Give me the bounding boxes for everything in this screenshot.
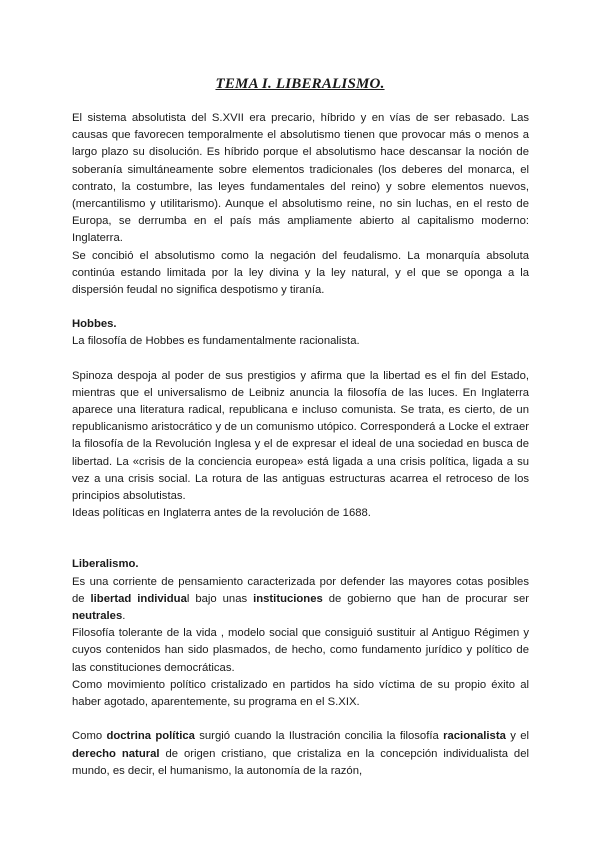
liberalismo-paragraph-1: Es una corriente de pensamiento caracterizada por defender las mayores cotas posibles de libertad individual bajo unas instituciones de gobierno que han de procurar ser neutrales. (72, 575, 529, 623)
liberalismo-paragraph-3: Como movimiento político cristalizado en partidos ha sido víctima de su propio éxito al haber agotado, aparentemente, su programa en el S.XIX. (72, 678, 529, 709)
hobbes-paragraph-1: La filosofía de Hobbes es fundamentalmente racionalista. (72, 335, 360, 348)
liberalismo-heading: Liberalismo. (72, 558, 139, 571)
intro-paragraph-2: Se concibió el absolutismo como la negación del feudalismo. La monarquía absoluta continúa estando limitada por la ley divina y la ley natural, y el que se oponga a la dispersión feudal no significa despotismo y tiranía. (72, 249, 529, 297)
liberalismo-paragraph-2: Filosofía tolerante de la vida , modelo social que consiguió sustituir al Antiguo Régimen y cuyos contenidos han sido plasmados, de hecho, como fundamento jurídico y político de las constituciones democráticas. (72, 627, 529, 674)
hobbes-heading: Hobbes. (72, 318, 117, 331)
hobbes-paragraph-3: Ideas políticas en Inglaterra antes de la revolución de 1688. (72, 507, 371, 520)
document-title: TEMA I. LIBERALISMO. (215, 76, 385, 92)
liberalismo-paragraph-4: Como doctrina política surgió cuando la Ilustración concilia la filosofía racionalista y el derecho natural de origen cristiano, que cristaliza en la concepción individualista del mundo, es decir, el humanismo, la autonomía de la razón, (72, 730, 530, 777)
document-body (72, 110, 529, 780)
intro-paragraph-1: El sistema absolutista del S.XVII era precario, híbrido y en vías de ser rebasado. Las causas que favorecen temporalmente el absolutismo tienen que provocar más o menos a largo plazo su disolución. Es híbrido porque el absolutismo hace descansar la noción de soberanía simultáneamente sobre elementos tradicionales (los deberes del monarca, el contrato, la costumbre, las leyes fundamentales del reino) y sobre elementos nuevos, (mercantilismo y utilitarismo). Aunque el absolutismo reine, no sin luchas, en el resto de Europa, se derrumba en el país más ampliamente abierto al capitalismo moderno: Inglaterra. (72, 112, 529, 245)
hobbes-paragraph-2: Spinoza despoja al poder de sus prestigios y afirma que la libertad es el fin del Estado, mientras que el universalismo de Leibniz anuncia la filosofía de las luces. En Inglaterra aparece una literatura radical, republicana e incluso comunista. Se trata, es cierto, de un republicanismo aristocrático y de un comunismo utópico. Corresponderá a Locke el extraer la filosofía de la Revolución Inglesa y el de expresar el ideal de una sociedad en busca de libertad. La «crisis de la conciencia europea» está ligada a una crisis política, ligada a su vez a una crisis social. La rotura de las antiguas estructuras acarrea el retroceso de los principios absolutistas. (72, 369, 529, 503)
